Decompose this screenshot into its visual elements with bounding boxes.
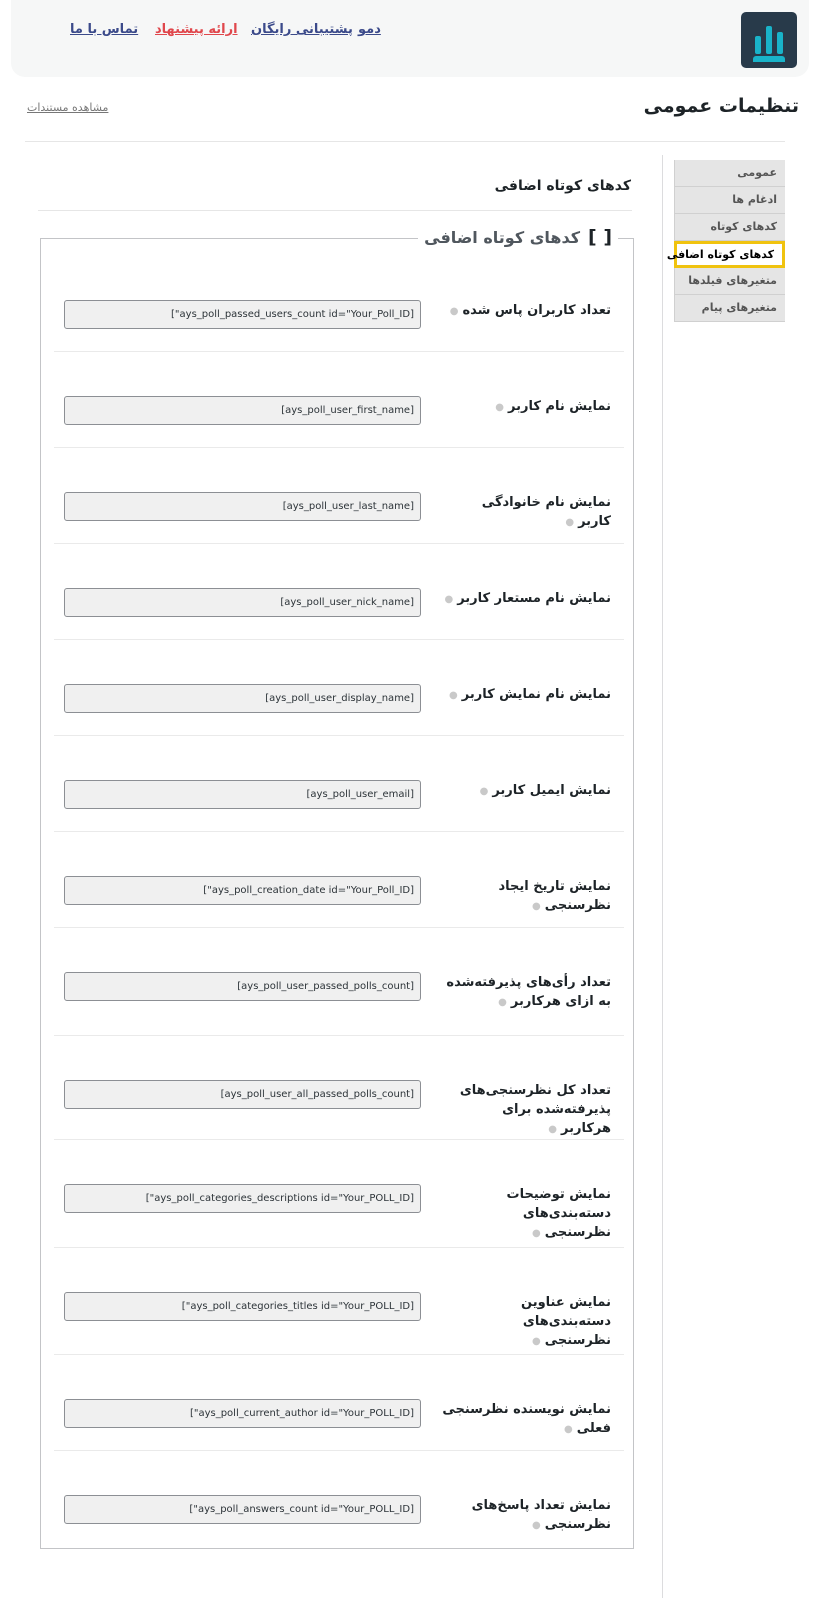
tab-field-variables[interactable]: متغیرهای فیلدها xyxy=(674,268,785,295)
info-icon[interactable]: ● xyxy=(548,1124,557,1135)
tab-general[interactable]: عمومی xyxy=(674,160,785,187)
shortcode-label: نمایش نویسنده نظرسنجی فعلی● xyxy=(442,1402,611,1436)
settings-tabs xyxy=(666,160,785,322)
logo-bar xyxy=(777,32,783,54)
shortcode-label: تعداد کل نظرسنجی‌های پذیرفته‌شده برای هرکاربر● xyxy=(459,1083,611,1136)
info-icon[interactable]: ● xyxy=(532,1336,541,1347)
tab-message-variables[interactable]: متغیرهای پیام xyxy=(674,295,785,322)
info-icon[interactable]: ● xyxy=(495,402,505,413)
shortcode-input[interactable] xyxy=(64,1080,421,1109)
tab-integrations[interactable]: ادغام ها xyxy=(674,187,785,214)
top-bar xyxy=(11,0,809,77)
poll-logo-icon[interactable] xyxy=(741,12,797,68)
shortcode-input[interactable] xyxy=(64,972,421,1001)
shortcode-row xyxy=(54,1451,624,1547)
shortcode-label: نمایش تعداد پاسخ‌های نظرسنجی● xyxy=(471,1498,611,1532)
logo-bar xyxy=(755,36,761,54)
shortcode-row xyxy=(54,448,624,544)
title-divider xyxy=(25,141,785,142)
info-icon[interactable]: ● xyxy=(449,690,458,701)
shortcode-input[interactable] xyxy=(64,1495,421,1524)
page-title: تنظیمات عمومی xyxy=(643,95,799,117)
shortcode-label: نمایش عناوین دسته‌بندی‌های نظرسنجی● xyxy=(521,1295,611,1348)
sidebar-divider xyxy=(662,155,663,1598)
info-icon[interactable]: ● xyxy=(449,306,459,317)
shortcode-label: تعداد کاربران پاس شده● xyxy=(449,303,611,318)
shortcode-input[interactable] xyxy=(64,492,421,521)
shortcode-row xyxy=(54,1355,624,1451)
logo-people xyxy=(753,56,785,62)
shortcode-row xyxy=(54,1248,624,1355)
section-title: کدهای کوتاه اضافی xyxy=(494,178,631,194)
shortcode-input[interactable] xyxy=(64,780,421,809)
shortcode-label: نمایش توضیحات دسته‌بندی‌های نظرسنجی● xyxy=(506,1187,611,1240)
shortcode-label: نمایش تاریخ ایجاد نظرسنجی● xyxy=(498,879,611,913)
info-icon[interactable]: ● xyxy=(563,1424,573,1435)
legend-label: کدهای کوتاه اضافی xyxy=(424,228,581,247)
shortcode-row xyxy=(54,832,624,928)
tab-extra-shortcodes[interactable]: کدهای کوتاه اضافی xyxy=(674,241,785,268)
shortcode-input[interactable] xyxy=(64,588,421,617)
free-support-link[interactable]: پشتیبانی رایگان xyxy=(251,22,353,37)
shortcode-row xyxy=(54,640,624,736)
shortcode-label: نمایش ایمیل کاربر● xyxy=(479,783,611,798)
tab-shortcodes[interactable]: کدهای کوتاه xyxy=(674,214,785,241)
info-icon[interactable]: ● xyxy=(565,517,575,528)
info-icon[interactable]: ● xyxy=(532,1520,541,1531)
shortcode-input[interactable] xyxy=(64,1399,421,1428)
suggest-link[interactable]: ارائه پیشنهاد xyxy=(155,22,238,37)
shortcode-label: نمایش نام کاربر● xyxy=(495,399,611,414)
shortcode-row xyxy=(54,256,624,352)
shortcode-row xyxy=(54,544,624,640)
shortcode-label: تعداد رأی‌های پذیرفته‌شده به ازای هرکاربر● xyxy=(446,975,611,1009)
shortcode-brackets-icon: [ ] xyxy=(588,226,612,248)
shortcode-input[interactable] xyxy=(64,684,421,713)
contact-link[interactable]: تماس با ما xyxy=(70,22,139,37)
shortcode-input[interactable] xyxy=(64,876,421,905)
section-divider xyxy=(38,210,632,211)
logo-bar xyxy=(766,26,772,54)
shortcode-row xyxy=(54,352,624,448)
info-icon[interactable]: ● xyxy=(532,1228,541,1239)
shortcode-label: نمایش نام نمایش کاربر● xyxy=(449,687,611,702)
shortcode-input[interactable] xyxy=(64,1292,421,1321)
shortcode-input[interactable] xyxy=(64,300,421,329)
info-icon[interactable]: ● xyxy=(479,786,489,797)
shortcode-row xyxy=(54,736,624,832)
info-icon[interactable]: ● xyxy=(444,594,454,605)
shortcode-input[interactable] xyxy=(64,396,421,425)
shortcode-row xyxy=(54,1036,624,1140)
demo-link[interactable]: دمو xyxy=(358,22,381,37)
shortcode-label: نمایش نام خانوادگی کاربر● xyxy=(481,495,611,529)
shortcode-row xyxy=(54,928,624,1036)
shortcode-input[interactable] xyxy=(64,1184,421,1213)
fieldset-legend xyxy=(418,226,618,248)
info-icon[interactable]: ● xyxy=(498,997,507,1008)
extra-shortcodes-fieldset xyxy=(40,226,634,1549)
shortcode-row xyxy=(54,1140,624,1248)
info-icon[interactable]: ● xyxy=(532,901,541,912)
shortcode-label: نمایش نام مستعار کاربر● xyxy=(444,591,611,606)
view-docs-link[interactable]: مشاهده مستندات xyxy=(27,101,109,114)
